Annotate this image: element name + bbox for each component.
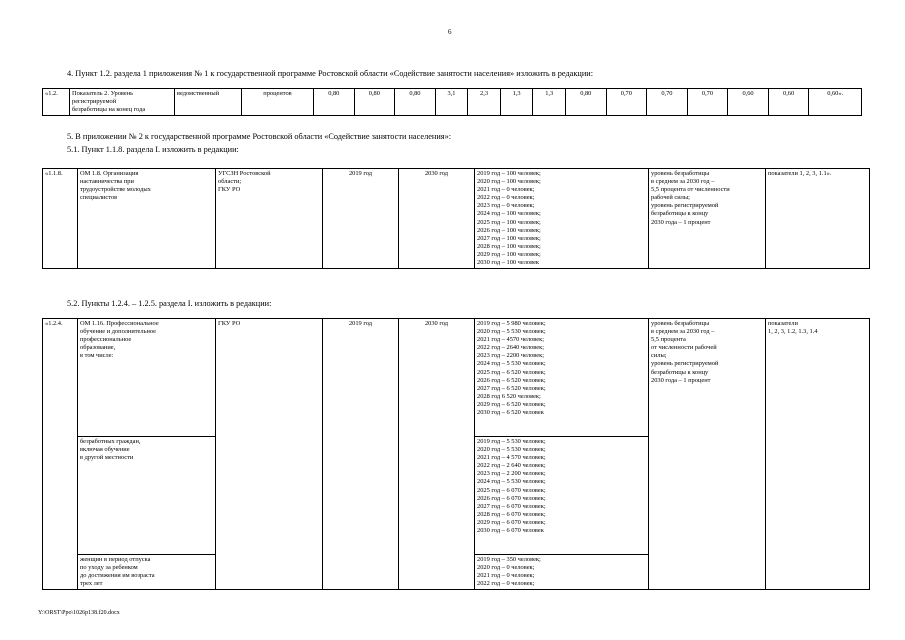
page-number: 6 (448, 28, 452, 36)
value-cell: 1,3 (533, 89, 566, 116)
text-line: 2028 год – 6 070 человек; (477, 510, 546, 518)
expected-result (649, 319, 766, 590)
text-line: 2026 год – 6 070 человек; (477, 494, 546, 502)
text-line: 2030 года – 1 процент (651, 376, 711, 384)
text-line: 5,5 процента (651, 336, 686, 344)
text-line: 2025 год – 100 человек; (477, 218, 541, 226)
text-line: 2024 год – 5 530 человек; (477, 478, 546, 486)
text-line: 2026 год – 6 520 человек; (477, 376, 546, 384)
indicator-unit: процентов (242, 89, 314, 116)
start-year: 2019 год (323, 169, 399, 269)
text-line: регистрируемой (72, 98, 117, 106)
text-line: в том числе: (80, 352, 114, 360)
value-cell: 0,70 (687, 89, 728, 116)
text-line: 2020 год – 5 530 человек; (477, 446, 546, 454)
value-cell: 0,80 (354, 89, 395, 116)
text-line: 2029 год – 6 070 человек; (477, 518, 546, 526)
text-line: уровень регистрируемой (651, 360, 719, 368)
yearly-plan (475, 319, 649, 437)
section-5-1-text: 5.1. Пункт 1.1.8. раздела I. изложить в редакции: (67, 145, 239, 154)
text-line: 2029 год – 100 человек; (477, 250, 541, 258)
yearly-plan-unemployed (475, 437, 649, 555)
measure-executor: ГКУ РО (216, 319, 323, 590)
measure-executor (216, 169, 323, 269)
text-line: 2028 год 6 520 человек; (477, 392, 541, 400)
text-line: 2023 год – 2 200 человек; (477, 470, 546, 478)
row-id: «1.2. (43, 89, 70, 116)
text-line: 2028 год – 100 человек; (477, 242, 541, 250)
expected-result (649, 169, 766, 269)
value-cell: 0,60 (728, 89, 769, 116)
text-line: образование, (80, 344, 116, 352)
text-line: 5,5 процента от численности (651, 186, 730, 194)
value-cell: 0,60». (809, 89, 862, 116)
row-id: «1.1.8. (43, 169, 78, 269)
measure-name (78, 319, 216, 437)
value-cell: 0,80 (566, 89, 607, 116)
text-line: 2022 год – 2640 человек; (477, 344, 545, 352)
text-line: 2021 год – 4570 человек; (477, 336, 545, 344)
text-line: 2020 год – 100 человек; (477, 178, 541, 186)
value-cell: 0,80 (314, 89, 355, 116)
text-line: безработицы к концу (651, 368, 709, 376)
text-line: в среднем за 2030 год – (651, 328, 715, 336)
text-line: обучение и дополнительное (80, 328, 157, 336)
file-path-footer: Y:\ORST\Ppo\1026p138.f20.docx (38, 610, 120, 616)
measure-subitem-unemployed (78, 437, 216, 555)
text-line: 2030 год – 100 человек (477, 259, 540, 267)
text-line: 2020 год – 0 человек; (477, 564, 535, 572)
text-line: трех лет (80, 580, 103, 588)
indicator-name (70, 89, 175, 116)
text-line: 2019 год – 100 человек; (477, 170, 541, 177)
table-indicator-1-2 (42, 88, 862, 116)
text-line: 2019 год – 350 человек; (477, 556, 541, 563)
value-cell: 0,70 (606, 89, 647, 116)
end-year: 2030 год (399, 319, 475, 590)
text-line: ОМ 1.16. Профессиональное (80, 320, 159, 327)
text-line: уровень регистрируемой (651, 202, 719, 210)
text-line: ОМ 1.8. Организация (80, 170, 139, 177)
text-line: ГКУ РО (218, 186, 241, 194)
text-line: 2020 год – 5 530 человек; (477, 328, 546, 336)
text-line: 2023 год – 0 человек; (477, 202, 535, 210)
text-line: 2030 год – 6 520 человек (477, 409, 544, 417)
text-line: безработицы к концу (651, 210, 709, 218)
linked-indicators: показатели 1, 2, 3, 1.1». (766, 169, 870, 269)
text-line: 2030 год – 6 070 человек (477, 527, 544, 535)
row-id: «1.2.4. (43, 319, 78, 590)
start-year: 2019 год (323, 319, 399, 590)
text-line: в среднем за 2030 год – (651, 178, 715, 186)
text-line: 2022 год – 0 человек; (477, 580, 535, 588)
text-line: 2024 год – 100 человек; (477, 210, 541, 218)
text-line: в другой местности (80, 454, 134, 462)
value-cell: 0,80 (395, 89, 436, 116)
text-line: 1, 2, 3, 1.2, 1.3, 1.4 (768, 328, 818, 336)
text-line: 2022 год – 2 640 человек; (477, 462, 546, 470)
section-5-2-text: 5.2. Пункты 1.2.4. – 1.2.5. раздела I. изложить в редакции: (67, 299, 272, 308)
text-line: 2025 год – 6 070 человек; (477, 486, 546, 494)
text-line: специалистов (80, 194, 118, 202)
table-measure-1-1-8 (42, 168, 870, 269)
text-line: 2029 год – 6 520 человек; (477, 400, 546, 408)
text-line: от численности рабочей (651, 344, 717, 352)
text-line: 2030 года – 1 процент (651, 218, 711, 226)
text-line: 2019 год – 5 530 человек; (477, 438, 546, 445)
value-cell: 2,3 (468, 89, 501, 116)
text-line: уровень безработицы (651, 320, 710, 327)
text-line: 2022 год – 0 человек; (477, 194, 535, 202)
text-line: 2019 год – 5 980 человек; (477, 320, 546, 327)
value-cell: 0,70 (647, 89, 688, 116)
table-measure-1-2-4 (42, 318, 870, 590)
value-cell: 1,3 (500, 89, 533, 116)
text-line: 2027 год – 6 070 человек; (477, 502, 546, 510)
end-year: 2030 год (399, 169, 475, 269)
text-line: 2026 год – 100 человек; (477, 226, 541, 234)
text-line: уровень безработицы (651, 170, 710, 177)
indicator-type: ведомственный (175, 89, 242, 116)
text-line: 2027 год – 6 520 человек; (477, 384, 546, 392)
text-line: наставничества при (80, 178, 134, 186)
value-cell: 3,1 (435, 89, 468, 116)
text-line: 2023 год – 2200 человек; (477, 352, 545, 360)
section-5-text: 5. В приложении № 2 к государственной программе Ростовской области «Содействие занятости населения»: (67, 132, 452, 141)
text-line: безработицы на конец года (72, 106, 146, 114)
text-line: до достижения им возраста (80, 572, 155, 580)
text-line: женщин в период отпуска (80, 556, 151, 563)
text-line: 2021 год – 0 человек; (477, 572, 535, 580)
text-line: 2021 год – 4 570 человек; (477, 454, 546, 462)
text-line: Показатель 2. Уровень (72, 90, 134, 97)
text-line: силы; (651, 352, 667, 360)
text-line: показатели (768, 320, 798, 327)
text-line: по уходу за ребенком (80, 564, 138, 572)
measure-name (78, 169, 216, 269)
text-line: трудоустройстве молодых (80, 186, 151, 194)
yearly-plan (475, 169, 649, 269)
text-line: 2021 год – 0 человек; (477, 186, 535, 194)
section-4-text: 4. Пункт 1.2. раздела 1 приложения № 1 к государственной программе Ростовской области «Содействие занятости населения» изложить в редакции: (67, 69, 594, 78)
text-line: безработных граждан, (80, 438, 141, 445)
text-line: рабочей силы; (651, 194, 690, 202)
value-cell: 0,60 (768, 89, 809, 116)
text-line: 2027 год – 100 человек; (477, 234, 541, 242)
text-line: профессиональное (80, 336, 132, 344)
measure-subitem-women-on-leave (78, 555, 216, 590)
text-line: 2024 год – 5 530 человек; (477, 360, 546, 368)
yearly-plan-women-on-leave (475, 555, 649, 590)
text-line: включая обучение (80, 446, 130, 454)
text-line: УГСЗН Ростовской (218, 170, 271, 177)
text-line: 2025 год – 6 520 человек; (477, 368, 546, 376)
linked-indicators (766, 319, 870, 590)
text-line: области; (218, 178, 242, 186)
